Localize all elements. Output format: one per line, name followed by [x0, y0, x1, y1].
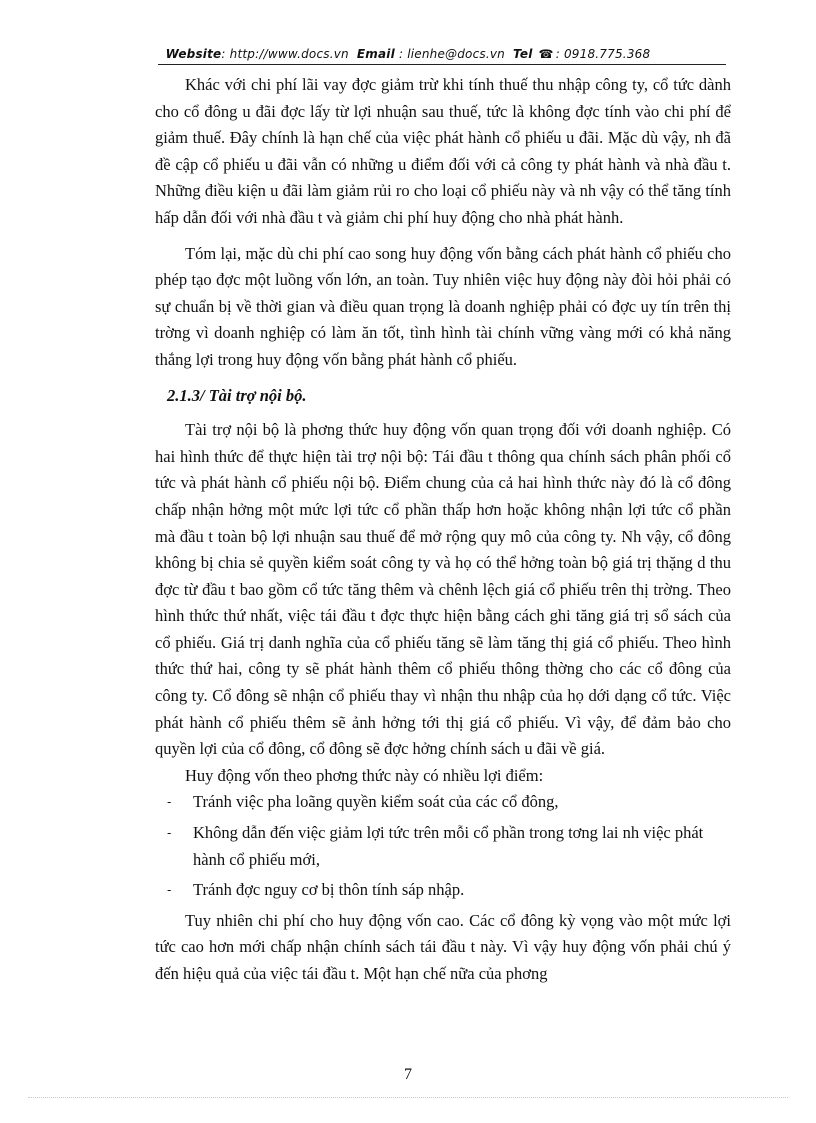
bullet-dash: -: [167, 883, 172, 898]
website-label: Website: [165, 47, 222, 61]
list-item: [155, 820, 731, 873]
tel-value: : 0918.775.368: [555, 47, 651, 61]
paragraph-5: Tuy nhiên chi phí cho huy động vốn cao. Các cổ đông kỳ vọng vào một mức lợi tức cao hơn mới chấp nhận chính sách tái đầu t này. Vì vậy huy động vốn phải chú ý đến hiệu quả của việc tái đầu t. Một hạn chế nữa của phơng: [155, 910, 731, 983]
advantages-list: [155, 789, 731, 903]
page-number: 7: [404, 1066, 412, 1083]
telephone-icon: ☎: [538, 47, 554, 61]
paragraph-4: Huy động vốn theo phơng thức này có nhiều lợi điểm:: [185, 765, 544, 785]
list-item-text: Tránh việc pha loãng quyền kiểm soát của các cổ đông,: [193, 792, 559, 812]
page-header: [0, 47, 816, 61]
website-value: : http://www.docs.vn: [221, 47, 349, 61]
footer-dotted-line: [28, 1097, 788, 1098]
paragraph-2: Tóm lại, mặc dù chi phí cao song huy động vốn bằng cách phát hành cổ phiếu cho phép tạo đợc một luồng vốn lớn, an toàn. Tuy nhiên việc huy động này đòi hỏi phải có sự chuẩn bị về thời gian và điều quan trọng là doanh nghiệp phải có đợc uy tín trên thị trờng vì doanh nghiệp có làm ăn tốt, tình hình tài chính vững vàng mới có khả năng thắng lợi trong huy động vốn bằng phát hành cổ phiếu.: [155, 243, 731, 369]
list-item-text: Tránh đợc nguy cơ bị thôn tính sáp nhập.: [193, 880, 465, 900]
bullet-dash: -: [167, 795, 172, 810]
paragraph-1: Khác với chi phí lãi vay đợc giảm trừ khi tính thuế thu nhập công ty, cổ tức dành cho cổ đông u đãi đợc lấy từ lợi nhuận sau thuế, tức là không đợc tính vào chi phí để giảm thuế. Đây chính là hạn chế của việc phát hành cổ phiếu u đãi. Mặc dù vậy, nh đã đề cập cổ phiếu u đãi vẫn có những u điểm đối với cả công ty phát hành và nhà đầu t. Những điều kiện u đãi làm giảm rủi ro cho loại cổ phiếu này và nh vậy có thể tăng tính hấp dẫn đối với nhà đầu t và giảm chi phí huy động cho nhà phát hành.: [155, 75, 731, 227]
bullet-dash: -: [167, 826, 172, 841]
tel-label: Tel: [513, 47, 533, 61]
body-text: [155, 72, 731, 988]
list-item-text: Không dẫn đến việc giảm lợi tức trên mỗi cổ phần trong tơng lai nh việc phát hành cổ phiếu mới,: [193, 823, 704, 869]
list-item: [155, 877, 731, 904]
list-item: [155, 789, 731, 816]
email-value: : lienhe@docs.vn: [398, 47, 505, 61]
section-heading: 2.1.3/ Tài trợ nội bộ.: [167, 385, 307, 405]
email-label: Email: [356, 47, 395, 61]
paragraph-3: Tài trợ nội bộ là phơng thức huy động vốn quan trọng đối với doanh nghiệp. Có hai hình thức để thực hiện tài trợ nội bộ: Tái đầu t thông qua chính sách phân phối cổ tức và phát hành cổ phiếu nội bộ. Điểm chung của cả hai hình thức này đó là cổ đông chấp nhận hởng một mức lợi tức cổ phần thấp hơn hoặc không nhận lợi tức cổ phần mà đầu t toàn bộ lợi nhuận sau thuế để mở rộng quy mô của công ty. Nh vậy, cổ đông không bị chia sẻ quyền kiểm soát công ty và họ có thể hởng toàn bộ giá trị thặng d thu đợc từ đầu t bao gồm cổ tức tăng thêm và chênh lệch giá cổ phiếu trên thị trờng. Theo hình thức thứ nhất, việc tái đầu t đợc thực hiện bằng cách ghi tăng giá trị sổ sách của cổ phiếu. Giá trị danh nghĩa của cổ phiếu tăng sẽ làm tăng thị giá cổ phiếu. Theo hình thức thứ hai, công ty sẽ phát hành thêm cổ phiếu thông thờng cho các cổ đông của công ty. Cổ đông sẽ nhận cổ phiếu thay vì nhận thu nhập của họ dới dạng cổ tức. Việc phát hành cổ phiếu thêm sẽ ảnh hởng tới thị giá cổ phiếu. Vì vậy, để đảm bảo cho quyền lợi của cổ đông, cổ đông sẽ đợc hởng chính sách u đãi về giá.: [155, 420, 731, 759]
header-rule: [158, 64, 726, 65]
